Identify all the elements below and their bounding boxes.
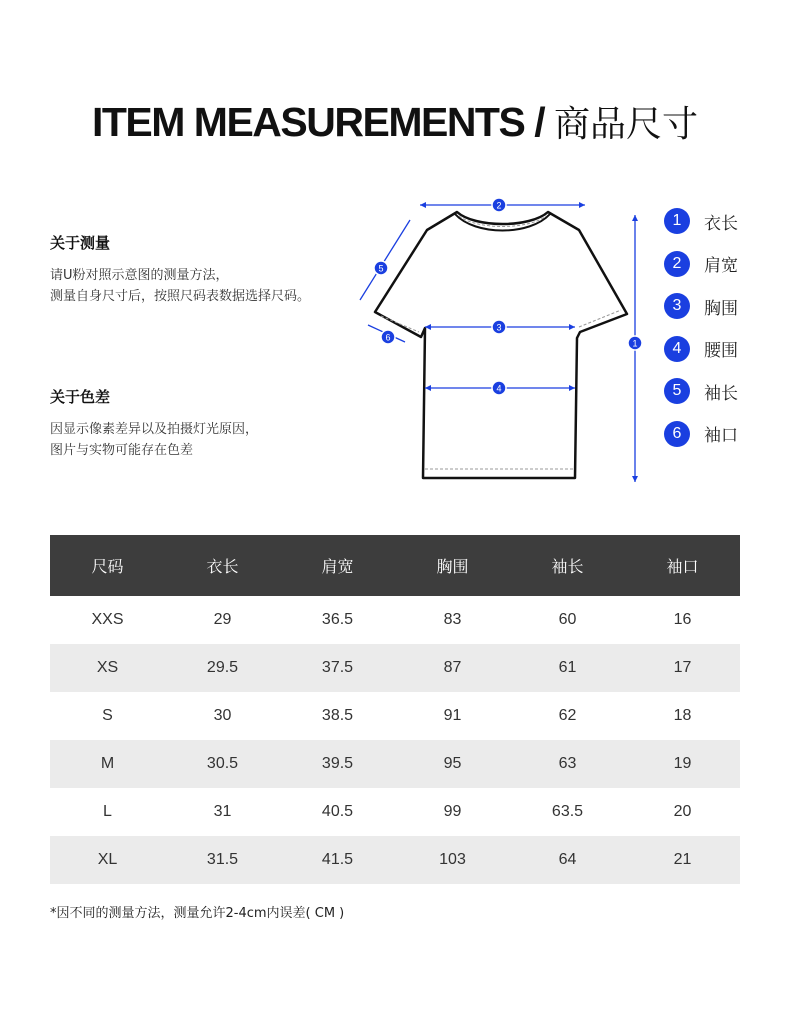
legend-item-sleeve-length — [664, 377, 738, 405]
arrow-head — [632, 215, 638, 221]
title-english: ITEM MEASUREMENTS — [91, 99, 525, 145]
marker-6-sleeve-opening — [381, 330, 395, 344]
marker-5-sleeve-length — [374, 261, 388, 275]
legend-number: 4 — [664, 336, 690, 362]
legend-label: 腰围 — [704, 341, 738, 362]
table-cell: 31 — [213, 803, 232, 820]
column-header-sleeve-opening: 袖口 — [625, 535, 740, 596]
tshirt-measurement-diagram — [355, 190, 655, 490]
marker-label: 3 — [496, 322, 502, 333]
marker-label: 1 — [632, 338, 638, 349]
table-row — [50, 692, 740, 740]
column-header-sleeve-length: 袖长 — [510, 535, 625, 596]
table-row — [50, 644, 740, 692]
column-header-length: 衣长 — [165, 535, 280, 596]
table-cell: M — [50, 740, 165, 788]
marker-label: 5 — [378, 263, 384, 274]
legend-label: 肩宽 — [704, 256, 738, 277]
table-cell: 95 — [395, 740, 510, 788]
table-cell: 30.5 — [165, 740, 280, 788]
table-cell: 83 — [443, 611, 462, 628]
marker-3-chest — [492, 320, 506, 334]
color-note-line: 因显示像素差异以及拍摄灯光原因， — [50, 422, 259, 437]
title-separator: / — [524, 99, 555, 145]
legend-item-sleeve-opening — [664, 420, 738, 448]
column-header-shoulder: 肩宽 — [280, 535, 395, 596]
legend-number: 5 — [664, 378, 690, 404]
table-cell: 41.5 — [280, 836, 395, 884]
title-chinese: 商品尺寸 — [554, 104, 699, 145]
marker-label: 2 — [496, 200, 502, 211]
table-row — [50, 596, 740, 644]
table-header-row — [50, 535, 740, 596]
legend-number: 3 — [664, 293, 690, 319]
color-difference-note — [50, 386, 380, 461]
table-row — [50, 788, 740, 836]
legend-number: 2 — [664, 251, 690, 277]
page-title — [0, 96, 790, 147]
table-cell: 62 — [558, 707, 577, 724]
column-header-size: 尺码 — [50, 535, 165, 596]
size-chart-table — [50, 535, 740, 884]
marker-1-length — [628, 336, 642, 350]
table-cell: 39.5 — [280, 740, 395, 788]
legend-number: 1 — [664, 208, 690, 234]
table-cell: 17 — [625, 644, 740, 692]
table-cell: 61 — [510, 644, 625, 692]
marker-2-shoulder — [492, 198, 506, 212]
column-header-chest: 胸围 — [395, 535, 510, 596]
legend-label: 袖长 — [704, 383, 738, 404]
table-cell: 64 — [510, 836, 625, 884]
arrow-head — [420, 202, 426, 208]
table-cell: 37.5 — [280, 644, 395, 692]
table-cell: S — [102, 707, 113, 724]
arrow-head — [579, 202, 585, 208]
measurement-footnote: *因不同的测量方法，测量允许2-4cm内误差( CM ) — [50, 906, 345, 921]
table-row — [50, 836, 740, 884]
legend-label: 衣长 — [704, 213, 738, 234]
table-cell: 87 — [395, 644, 510, 692]
table-cell: 30 — [213, 707, 232, 724]
legend-label: 袖口 — [704, 426, 738, 447]
table-cell: 18 — [673, 707, 692, 724]
table-cell: XXS — [91, 611, 124, 628]
table-cell: 19 — [625, 740, 740, 788]
table-cell: L — [103, 803, 112, 820]
table-cell: 63 — [510, 740, 625, 788]
table-cell: 40.5 — [321, 803, 354, 820]
color-note-line: 图片与实物可能存在色差 — [50, 443, 194, 458]
table-row — [50, 740, 740, 788]
table-cell: 29 — [213, 611, 232, 628]
marker-label: 6 — [385, 332, 391, 343]
legend-item-length — [664, 207, 738, 235]
table-cell: 99 — [443, 803, 462, 820]
table-cell: 29.5 — [165, 644, 280, 692]
table-cell: 103 — [395, 836, 510, 884]
table-cell: 63.5 — [551, 803, 584, 820]
color-note-heading: 关于色差 — [50, 388, 111, 406]
legend-item-shoulder — [664, 250, 738, 278]
measurement-note-heading: 关于测量 — [50, 234, 111, 252]
marker-4-waist — [492, 381, 506, 395]
measurement-note — [50, 232, 380, 307]
table-cell: 21 — [625, 836, 740, 884]
tshirt-outline — [375, 212, 627, 478]
legend-label: 胸围 — [704, 298, 738, 319]
table-cell: 20 — [673, 803, 692, 820]
legend-item-waist — [664, 335, 738, 363]
table-cell: 38.5 — [321, 707, 354, 724]
table-cell: XS — [50, 644, 165, 692]
table-cell: 36.5 — [321, 611, 354, 628]
legend-number: 6 — [664, 421, 690, 447]
measurement-note-line: 测量自身尺寸后，按照尺码表数据选择尺码。 — [50, 289, 311, 304]
table-cell: 31.5 — [165, 836, 280, 884]
arrow-head — [632, 476, 638, 482]
marker-label: 4 — [496, 383, 502, 394]
table-cell: 60 — [558, 611, 577, 628]
measurement-note-line: 请U粉对照示意图的测量方法， — [50, 268, 229, 283]
measurement-legend — [664, 207, 738, 463]
table-cell: XL — [50, 836, 165, 884]
table-cell: 16 — [673, 611, 692, 628]
table-cell: 91 — [443, 707, 462, 724]
legend-item-chest — [664, 292, 738, 320]
